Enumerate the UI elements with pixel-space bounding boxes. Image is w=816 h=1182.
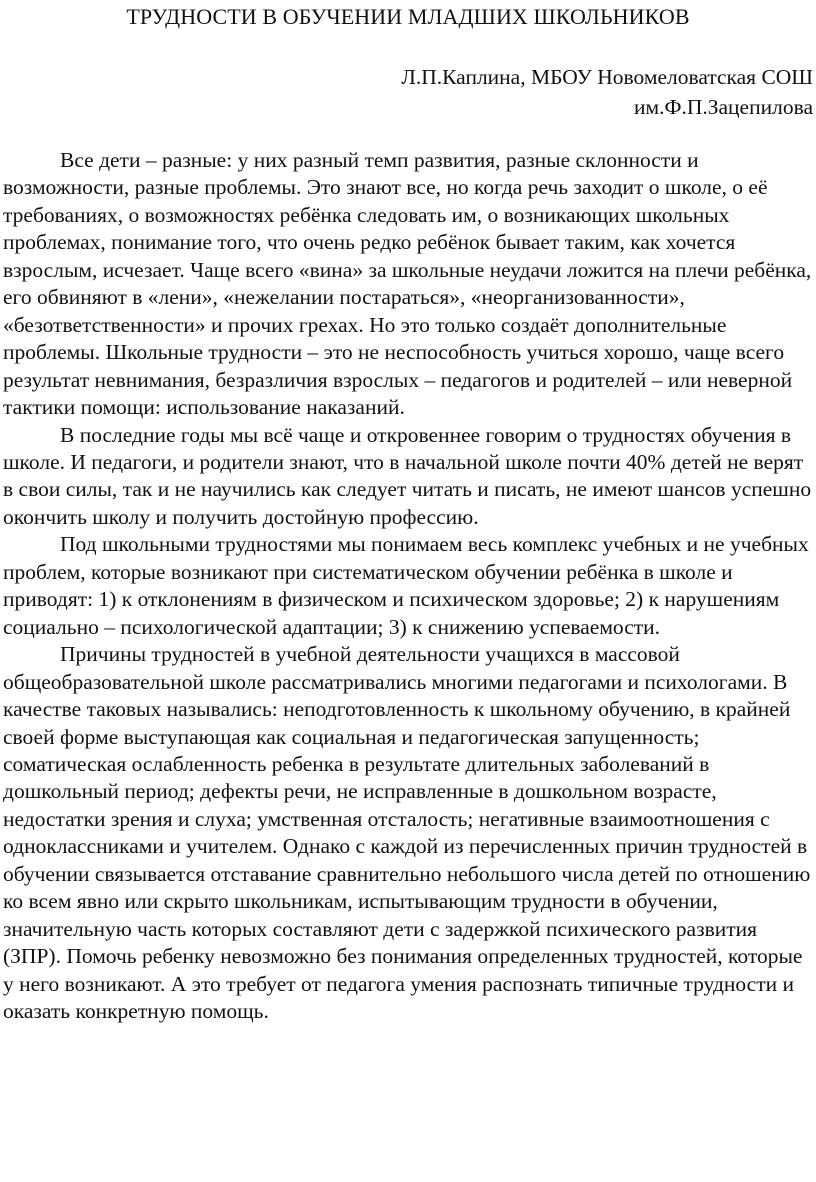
paragraph-1: Все дети – разные: у них разный темп развития, разные склонности и возможности, разные проблемы. Это знают все, но когда речь заходит о школе, о её требованиях, о возможностях ребёнка следовать им, о возникающих школьных проблемах, понимание того, что очень редко ребёнок бывает таким, как хочется взрослым, исчезает. Чаще всего «вина» за школьные неудачи ложится на плечи ребёнка, его обвиняют в «лени», «нежелании постараться», «неорганизованности», «безответственности» и прочих грехах. Но это только создаёт дополнительные проблемы. Школьные трудности – это не неспособность учиться хорошо, чаще всего результат невнимания, безразличия взрослых – педагогов и родителей – или неверной тактики помощи: использование наказаний.	[3, 148, 812, 420]
document-page	[3, 0, 813, 1026]
author-block	[3, 62, 813, 122]
paragraph-4: Причины трудностей в учебной деятельности учащихся в массовой общеобразовательной школе рассматривались многими педагогами и психологами. В качестве таковых назывались: неподготовленность к школьному обучению, в крайней своей форме выступающая как социальная и педагогическая запущенность; соматическая ослабленность ребенка в результате длительных заболеваний в дошкольный период; дефекты речи, не исправленные в дошкольном возрасте, недостатки зрения и слуха; умственная отсталость; негативные взаимоотношения с одноклассниками и учителем. Однако с каждой из перечисленных причин трудностей в обучении связывается отставание сравнительно небольшого числа детей по отношению ко всем явно или скрыто школьникам, испытывающим трудности в обучении, значительную часть которых составляют дети с задержкой психического развития (ЗПР). Помочь ребенку невозможно без понимания определенных трудностей, которые у него возникают. А это требует от педагога умения распознать типичные трудности и оказать конкретную помощь.	[3, 642, 811, 1024]
document-body	[3, 147, 813, 1026]
paragraph-3: Под школьными трудностями мы понимаем весь комплекс учебных и не учебных проблем, которые возникают при систематическом обучении ребёнка в школе и приводят: 1) к отклонениям в физическом и психическом здоровье; 2) к нарушениям социально – психологической адаптации; 3) к снижению успеваемости.	[3, 532, 809, 639]
author-line-1: Л.П.Каплина, МБОУ Новомеловатская СОШ	[401, 65, 813, 89]
author-line-2: им.Ф.П.Зацепилова	[633, 95, 813, 119]
paragraph-2: В последние годы мы всё чаще и откровеннее говорим о трудностях обучения в школе. И педагоги, и родители знают, что в начальной школе почти 40% детей не верят в свои силы, так и не научились как следует читать и писать, не имеют шансов успешно окончить школу и получить достойную профессию.	[3, 422, 812, 529]
document-title: ТРУДНОСТИ В ОБУЧЕНИИ МЛАДШИХ ШКОЛЬНИКОВ	[126, 4, 690, 29]
